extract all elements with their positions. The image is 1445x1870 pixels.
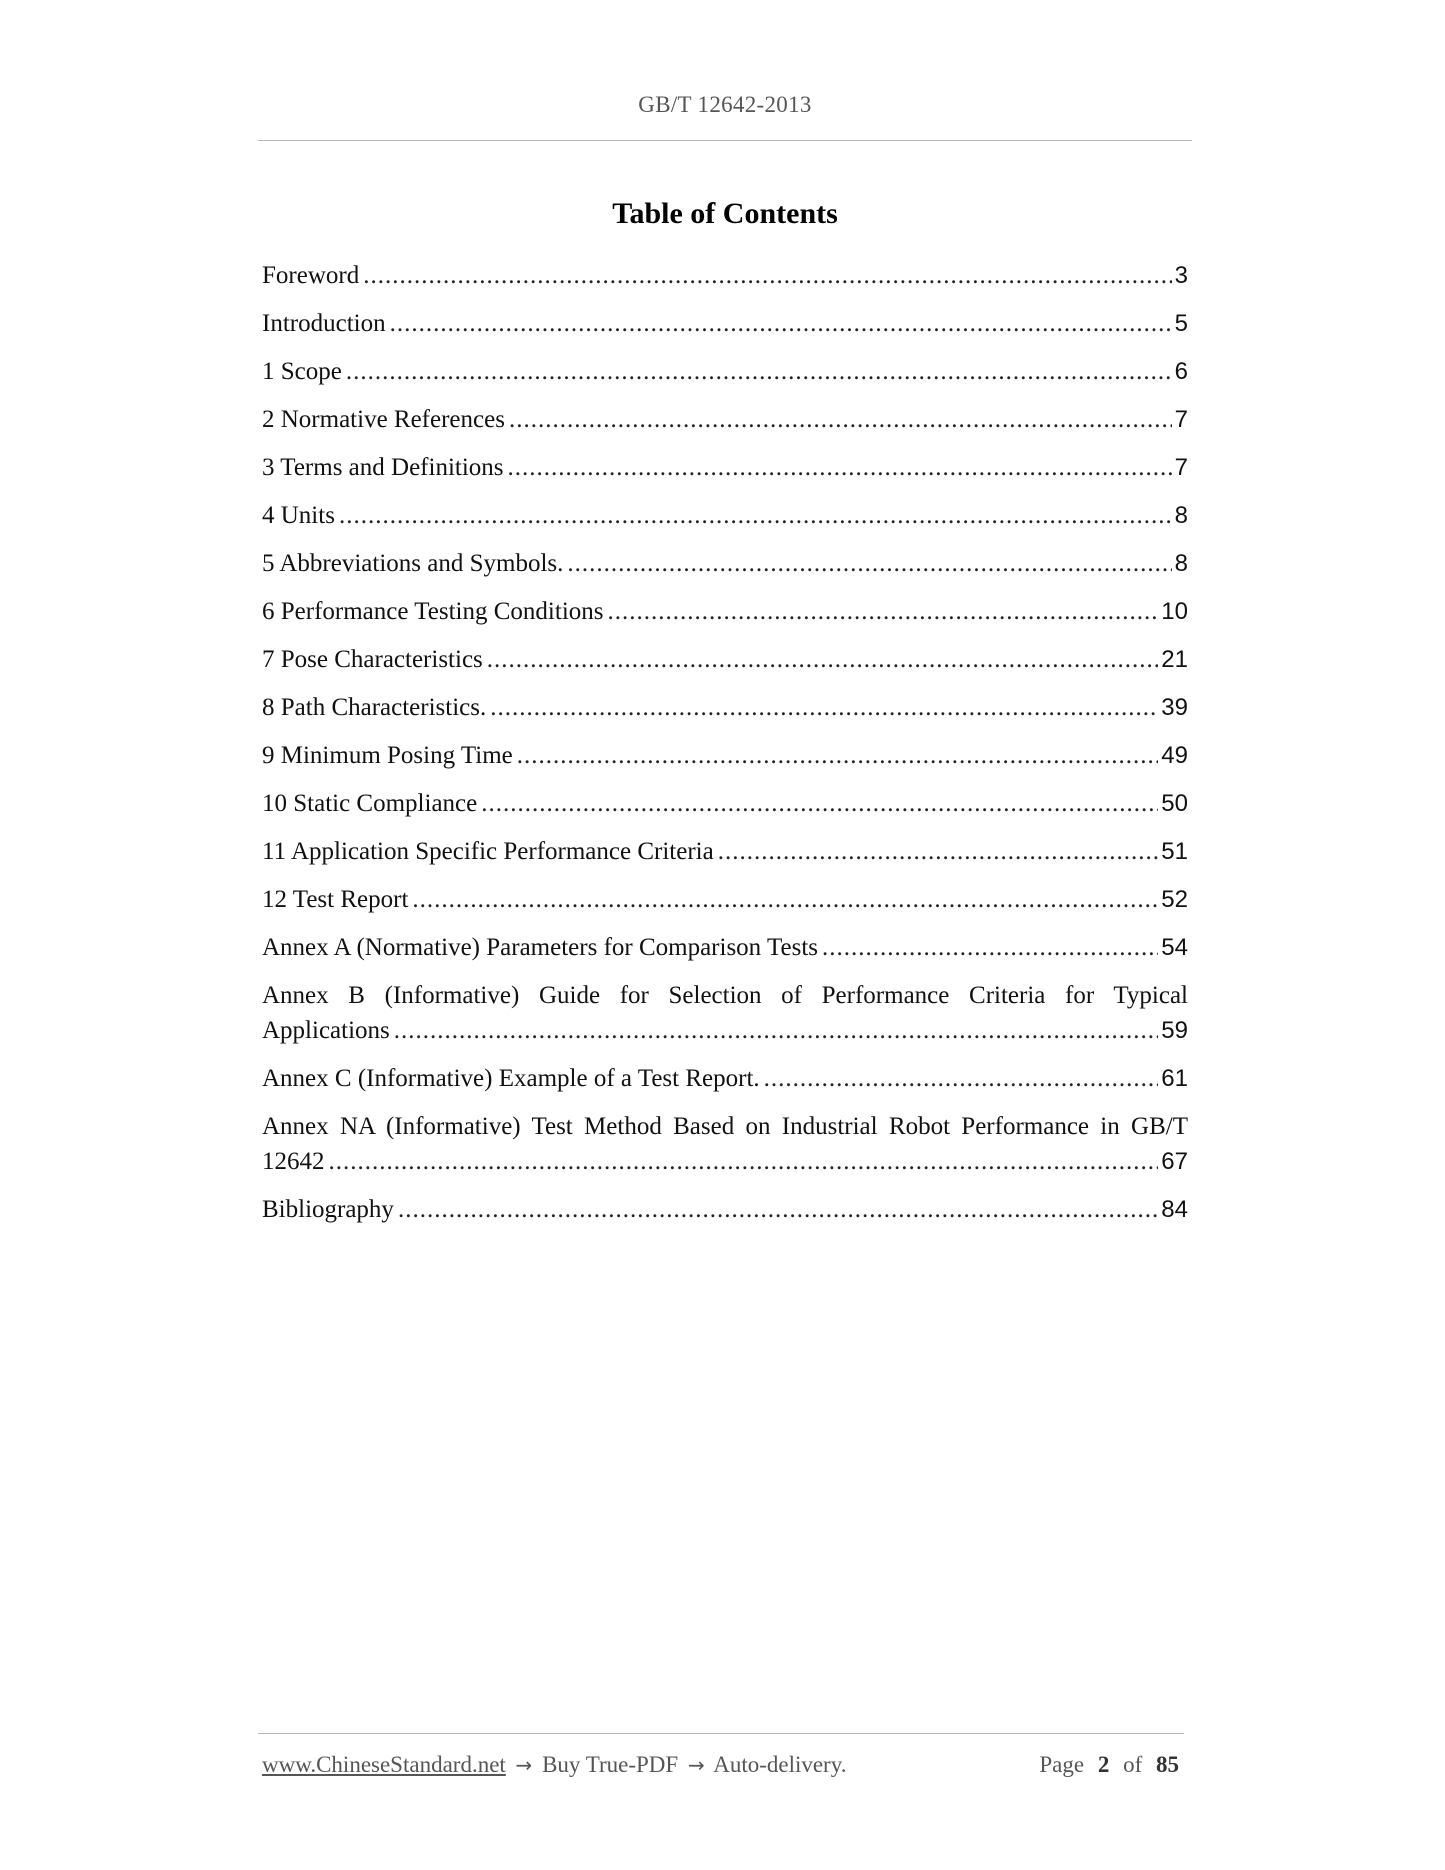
toc-entry-label: 7 Pose Characteristics xyxy=(262,646,483,673)
dot-leader xyxy=(764,1061,1159,1096)
toc-entry-label: Foreword xyxy=(262,262,360,289)
dot-leader xyxy=(394,1013,1159,1048)
toc-entry-page: 49 xyxy=(1161,742,1188,769)
toc-entry-label: 3 Terms and Definitions xyxy=(262,454,504,481)
toc-entry-page: 7 xyxy=(1174,454,1188,481)
toc-entry-page: 8 xyxy=(1174,502,1188,529)
dot-leader xyxy=(346,354,1172,389)
toc-entry-page: 3 xyxy=(1174,262,1188,289)
running-header: GB/T 12642-2013 xyxy=(638,92,812,117)
toc-entry-page: 10 xyxy=(1161,598,1188,625)
toc-entry-page: 8 xyxy=(1174,550,1188,577)
toc-entry-performance-testing-conditions[interactable] xyxy=(262,594,1188,629)
toc-entry-label: 12642 xyxy=(262,1148,325,1175)
toc-entry-normative-references[interactable] xyxy=(262,402,1188,437)
toc-entry-label: Applications xyxy=(262,1017,390,1044)
dot-leader xyxy=(490,690,1158,725)
footer-divider xyxy=(258,1733,1184,1734)
toc-entry-label-line1: Annex NA (Informative) Test Method Based on Industrial Robot Performance in GB/T xyxy=(262,1113,1188,1140)
toc-entry-label: 2 Normative References xyxy=(262,406,505,433)
dot-leader xyxy=(608,594,1159,629)
toc-entry-label: 1 Scope xyxy=(262,358,342,385)
toc-entry-static-compliance[interactable] xyxy=(262,786,1188,821)
toc-entry-label: 8 Path Characteristics. xyxy=(262,694,487,721)
toc-entry-foreword[interactable] xyxy=(262,258,1188,293)
toc-entry-page: 5 xyxy=(1174,310,1188,337)
dot-leader xyxy=(339,498,1172,533)
toc-entry-annex-na[interactable] xyxy=(262,1109,1188,1179)
toc-entry-scope[interactable] xyxy=(262,354,1188,389)
dot-leader xyxy=(363,258,1171,293)
toc-entry-label: 5 Abbreviations and Symbols. xyxy=(262,550,564,577)
dot-leader xyxy=(390,306,1172,341)
delivery-text: Auto-delivery. xyxy=(713,1752,847,1777)
toc-entry-label: Bibliography xyxy=(262,1196,394,1223)
toc-entry-label: 4 Units xyxy=(262,502,335,529)
toc-entry-label-line1: Annex B (Informative) Guide for Selection of Performance Criteria for Typical xyxy=(262,982,1188,1009)
toc-entry-label: Annex C (Informative) Example of a Test Report. xyxy=(262,1065,760,1092)
site-link[interactable]: www.ChineseStandard.net xyxy=(262,1752,506,1777)
dot-leader xyxy=(508,450,1172,485)
dot-leader xyxy=(481,786,1158,821)
toc-entry-line2 xyxy=(262,1144,1188,1179)
dot-leader xyxy=(487,642,1159,677)
toc-entry-label: Introduction xyxy=(262,310,386,337)
dot-leader xyxy=(398,1192,1158,1227)
toc-entry-label: Annex A (Normative) Parameters for Comparison Tests xyxy=(262,934,819,961)
toc-entry-pose-characteristics[interactable] xyxy=(262,642,1188,677)
toc-entry-page: 6 xyxy=(1174,358,1188,385)
toc-entry-label: 11 Application Specific Performance Criteria xyxy=(262,838,714,865)
toc-entry-annex-c[interactable] xyxy=(262,1061,1188,1096)
toc-entry-page: 67 xyxy=(1161,1148,1188,1175)
toc-entry-line2 xyxy=(262,1013,1188,1048)
page-current: 2 xyxy=(1097,1752,1110,1777)
toc-entry-abbreviations-and-symbols[interactable] xyxy=(262,546,1188,581)
of-word: of xyxy=(1123,1752,1143,1777)
toc-entry-page: 39 xyxy=(1161,694,1188,721)
page-total: 85 xyxy=(1156,1752,1179,1777)
toc-entry-path-characteristics[interactable] xyxy=(262,690,1188,725)
toc-entry-label: 12 Test Report xyxy=(262,886,409,913)
header-divider xyxy=(258,140,1192,141)
toc-entry-page: 54 xyxy=(1161,934,1188,961)
toc-entry-page: 50 xyxy=(1161,790,1188,817)
toc-entry-annex-b[interactable] xyxy=(262,978,1188,1048)
toc-entry-label: 6 Performance Testing Conditions xyxy=(262,598,604,625)
dot-leader xyxy=(822,930,1158,965)
toc-entry-bibliography[interactable] xyxy=(262,1192,1188,1227)
dot-leader xyxy=(509,402,1172,437)
dot-leader xyxy=(567,546,1171,581)
arrow-right-icon: → xyxy=(687,1753,705,1777)
buy-text: Buy True-PDF xyxy=(542,1752,679,1777)
toc-entry-test-report[interactable] xyxy=(262,882,1188,917)
toc-entry-label: 10 Static Compliance xyxy=(262,790,478,817)
toc-entry-page: 59 xyxy=(1161,1017,1188,1044)
toc-entry-units[interactable] xyxy=(262,498,1188,533)
page-indicator xyxy=(1039,1752,1179,1778)
toc-entry-page: 21 xyxy=(1161,646,1188,673)
dot-leader xyxy=(517,738,1159,773)
toc-entry-introduction[interactable] xyxy=(262,306,1188,341)
footer-promo xyxy=(262,1752,846,1778)
toc-entry-page: 61 xyxy=(1161,1065,1188,1092)
toc-entry-label: 9 Minimum Posing Time xyxy=(262,742,513,769)
toc-entry-annex-a[interactable] xyxy=(262,930,1188,965)
toc-entry-page: 7 xyxy=(1174,406,1188,433)
toc-entry-terms-and-definitions[interactable] xyxy=(262,450,1188,485)
toc-entry-application-specific-performance-criteria[interactable] xyxy=(262,834,1188,869)
dot-leader xyxy=(412,882,1158,917)
toc-entry-minimum-posing-time[interactable] xyxy=(262,738,1188,773)
arrow-right-icon: → xyxy=(515,1753,533,1777)
dot-leader xyxy=(329,1144,1159,1179)
toc-title: Table of Contents xyxy=(612,197,838,230)
toc-entry-page: 51 xyxy=(1161,838,1188,865)
dot-leader xyxy=(718,834,1159,869)
page-word: Page xyxy=(1039,1752,1085,1777)
toc-entry-page: 52 xyxy=(1161,886,1188,913)
table-of-contents xyxy=(262,258,1188,1240)
toc-entry-page: 84 xyxy=(1161,1196,1188,1223)
